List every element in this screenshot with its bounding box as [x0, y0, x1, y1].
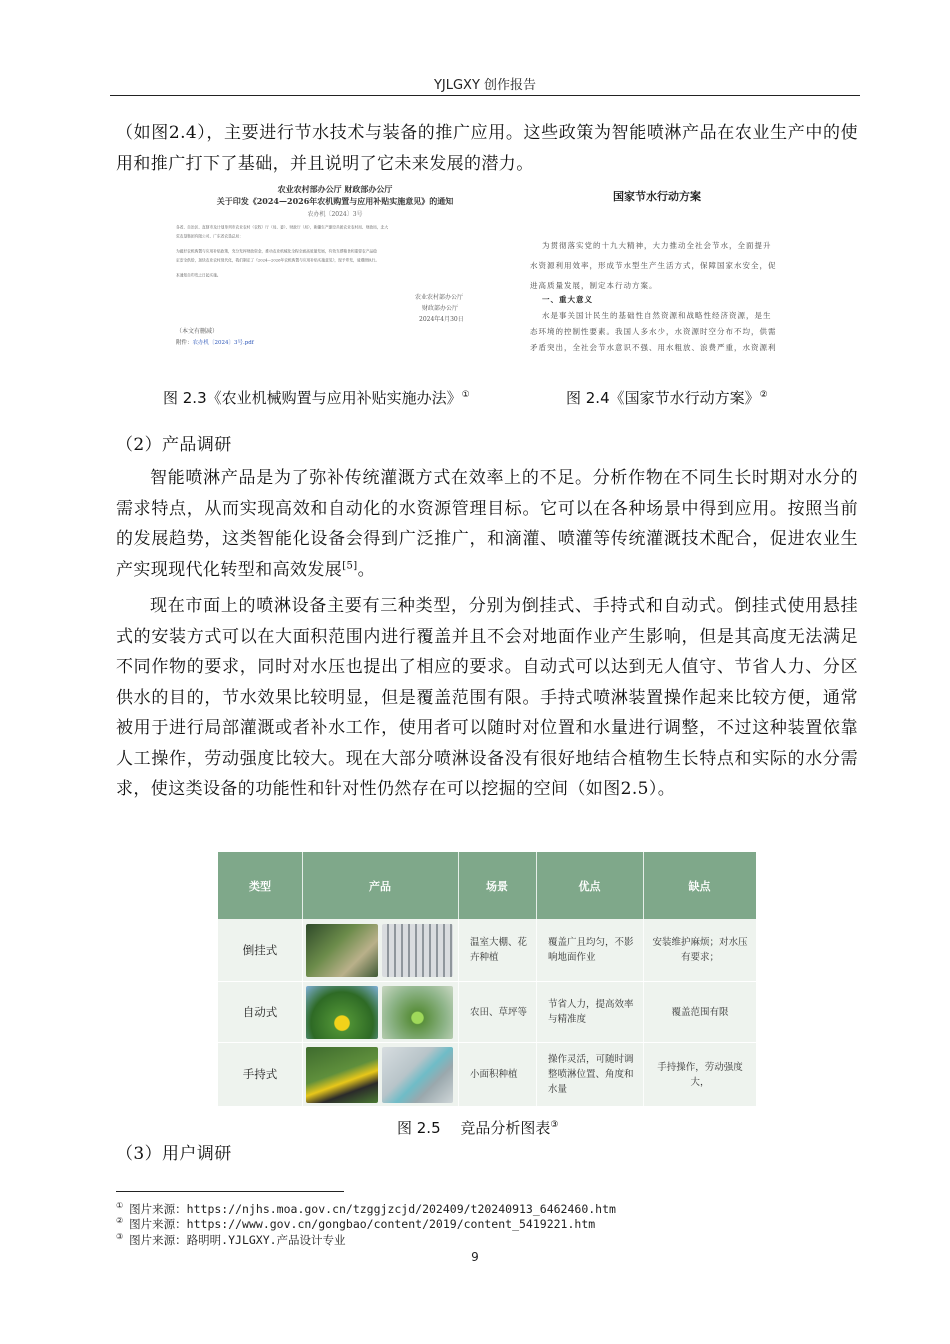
doc-title-line1: 农业农村部办公厅 财政部办公厅 — [277, 184, 393, 194]
table-cell-type: 手持式 — [242, 1067, 278, 1081]
footnote-1 — [116, 1201, 616, 1217]
caption-text: 图 2.3《农业机械购置与应用补贴实施办法》 — [163, 389, 462, 407]
doc-body-line: 为做好农机购置与应用补贴政策，充分发挥财政资金，推动农业机械化全程全面高质量发展，有效支撑粮食和重要农产品稳 — [176, 249, 377, 254]
doc-body-line: 本通知自印发之日起实施。 — [176, 273, 221, 278]
intro-paragraph: （如图2.4），主要进行节水技术与装备的推广应用。这些政策为智能喷淋产品在农业生产中的使用和推广打下了基础，并且说明了它未来发展的潜力。 — [116, 123, 858, 174]
doc-date: 2024年4月30日 — [419, 316, 464, 323]
footnote-text: 图片来源：https://www.gov.cn/gongbao/content/2019/content_5419221.htm — [129, 1217, 596, 1231]
footnote-2 — [116, 1216, 595, 1232]
paragraph-text: 智能喷淋产品是为了弥补传统灌溉方式在效率上的不足。分析作物在不同生长时期对水分的需求特点，从而实现高效和自动化的水资源管理目标。它可以在各种场景中得到应用。按照当前的发展趋势，这类智能化设备会得到广泛推广，和滴灌、喷灌等传统灌溉技术配合，促进农业生产实现现代化转型和高效发展 — [116, 468, 858, 580]
table-cell-type: 倒挂式 — [242, 942, 278, 957]
doc-line: 为贯彻落实党的十九大精神，大力推动全社会节水，全面提升 — [542, 241, 772, 250]
table-header-cell: 产品 — [369, 879, 391, 893]
doc-line: 水资源利用效率，形成节水型生产生活方式，保障国家水安全，促 — [530, 261, 777, 270]
attachment-label: 附件： — [176, 340, 193, 346]
footnote-text: 图片来源：https://njhs.moa.gov.cn/tzggjzcjd/202409/t20240913_6462460.htm — [129, 1202, 616, 1216]
table-cell-pros: 操作灵活，可随时调整喷淋位置、角度和水量 — [548, 1054, 634, 1095]
table-divider — [218, 1042, 756, 1043]
handheld-sprinkler-photo-2 — [382, 1047, 453, 1103]
doc-title: 国家节水行动方案 — [613, 190, 701, 203]
footnote-mark: ① — [116, 1201, 124, 1211]
table-cell-cons: 手持操作，劳动强度大， — [657, 1061, 743, 1088]
table-cell-cons: 安装维护麻烦；对水压有要求； — [652, 937, 748, 963]
figure-2-3-image — [170, 182, 500, 352]
doc-title-line2: 关于印发《2024—2026年农机购置与应用补贴实施意见》的通知 — [216, 196, 454, 206]
table-cell-type: 自动式 — [242, 1004, 278, 1019]
footnote-mark: ② — [116, 1216, 124, 1226]
figure-2-4-caption — [566, 387, 768, 408]
table-divider — [218, 981, 756, 982]
section-heading-product-research: （2）产品调研 — [116, 435, 232, 455]
footnote-marker: ③ — [550, 1120, 559, 1130]
footnote-marker: ① — [461, 390, 470, 400]
section-heading-user-research: （3）用户调研 — [116, 1144, 232, 1164]
figure-2-4-image — [522, 182, 792, 360]
page-number: 9 — [471, 1250, 479, 1264]
product-research-paragraph-2: 现在市面上的喷淋设备主要有三种类型，分别为倒挂式、手持式和自动式。倒挂式使用悬挂式的安装方式可以在大面积范围内进行覆盖并且不会对地面作业产生影响，但是其高度无法满足不同作物的要求，同时对水压也提出了相应的要求。自动式可以达到无人值守、节省人力、分区供水的目的，节水效果比较明显，但是覆盖范围有限。手持式喷淋装置操作起来比较方便，通常被用于进行局部灌溉或者补水工作，使用者可以随时对位置和水量进行调整，不过这种装置依靠人工操作，劳动强度比较大。现在大部分喷淋设备没有很好地结合植物生长特点和实际的水分需求，使这类设备的功能性和针对性仍然存在可以挖掘的空间（如图2.5）。 — [116, 596, 858, 799]
doc-section-heading: 一、重大意义 — [542, 295, 593, 304]
table-cell-scene: 温室大棚、花卉种植 — [470, 937, 528, 963]
citation-ref: [5] — [342, 559, 358, 571]
handheld-sprinkler-photo-1 — [306, 1047, 378, 1103]
header-divider — [110, 95, 860, 96]
doc-attachment — [176, 338, 254, 346]
figure-2-5-caption — [397, 1117, 558, 1138]
paragraph-end: 。 — [357, 559, 375, 580]
doc-note: （本文有删减） — [176, 328, 219, 335]
footnote-divider — [116, 1191, 344, 1192]
doc-line: 态环境的控制性要素。我国人多水少，水资源时空分布不均，供需 — [530, 327, 777, 336]
footnote-marker: ② — [759, 390, 768, 400]
caption-text: 图 2.4《国家节水行动方案》 — [566, 389, 760, 407]
table-header-cell: 类型 — [249, 879, 271, 893]
table-divider — [302, 852, 303, 1106]
caption-text: 图 2.5 竞品分析图表 — [397, 1119, 551, 1137]
table-divider — [643, 852, 644, 1106]
doc-body-line: 荒农垦集团有限公司、广东省农垦总局： — [176, 234, 243, 239]
automatic-sprinkler-photo-1 — [306, 986, 378, 1039]
product-research-paragraph-1 — [116, 463, 858, 585]
competitor-analysis-table — [218, 852, 756, 1106]
doc-line: 矛盾突出，全社会节水意识不强、用水粗放、浪费严重，水资源利 — [530, 343, 777, 352]
table-header-cell: 场景 — [486, 879, 508, 893]
table-header-cell: 优点 — [578, 879, 601, 893]
attachment-link[interactable]: 农办机〔2024〕3号.pdf — [192, 340, 254, 346]
table-cell-scene: 农田、草坪等 — [470, 1006, 528, 1018]
doc-body-line: 各省、自治区、直辖市及计划单列市农业农村（农牧）厅（局、委）、财政厅（局），新疆生产建设兵团农业农村局、财政局，北大 — [176, 225, 389, 230]
hanging-sprinkler-photo-1 — [306, 924, 378, 977]
doc-sign-1: 农业农村部办公厅 — [415, 294, 464, 301]
doc-body-line: 定安全供给，加快农业农村现代化，我们制定了《2024—2026年农机购置与应用补贴实施意见》，现予印发，请遵照执行。 — [176, 258, 380, 263]
footnote-mark: ③ — [116, 1232, 124, 1242]
doc-line: 水是事关国计民生的基础性自然资源和战略性经济资源，是生 — [542, 311, 772, 320]
doc-number: 农办机〔2024〕3号 — [307, 211, 363, 218]
footnote-text: 图片来源：路明明.YJLGXY.产品设计专业 — [129, 1233, 346, 1247]
table-cell-pros: 覆盖广且均匀，不影响地面作业 — [548, 937, 634, 963]
doc-sign-2: 财政部办公厅 — [422, 305, 459, 312]
table-divider — [536, 852, 537, 1106]
table-cell-scene: 小面积种植 — [470, 1069, 518, 1080]
doc-line: 进高质量发展，制定本行动方案。 — [530, 281, 658, 290]
table-header-cell: 缺点 — [688, 879, 711, 893]
hanging-sprinkler-photo-2 — [382, 924, 453, 977]
table-cell-cons: 覆盖范围有限 — [671, 1006, 729, 1018]
table-cell-pros: 节省人力，提高效率与精准度 — [548, 999, 634, 1025]
page-header: YJLGXY 创作报告 — [433, 78, 537, 93]
automatic-sprinkler-photo-2 — [382, 986, 453, 1039]
footnote-3 — [116, 1232, 346, 1248]
table-divider — [458, 852, 459, 1106]
figure-2-3-caption — [163, 387, 470, 408]
